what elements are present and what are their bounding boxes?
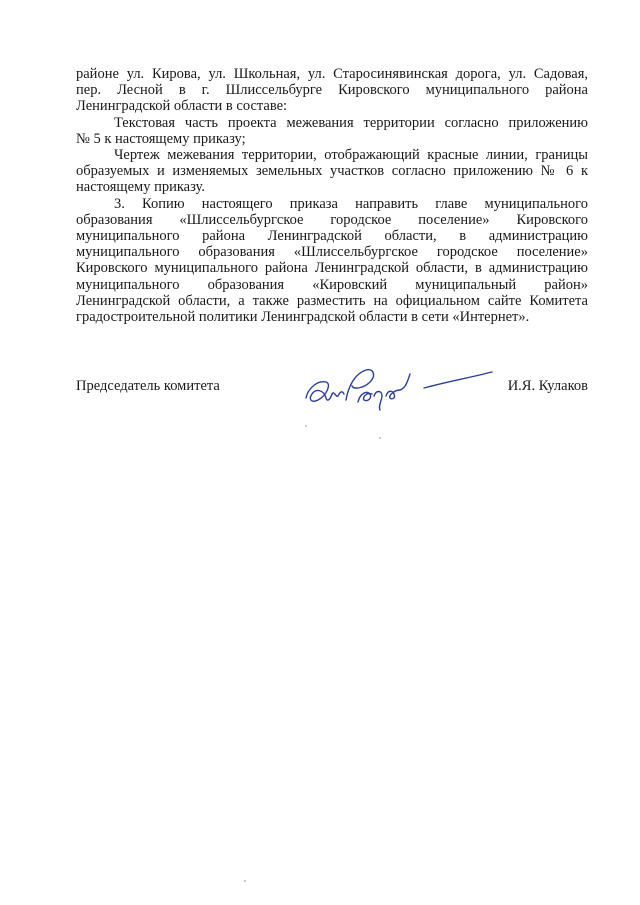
text-line: Кировского муниципального района Ленинградской области, в администрацию	[76, 260, 588, 277]
scan-speck	[305, 425, 307, 427]
paragraph-territory-description	[76, 66, 588, 115]
text-line: Чертеж межевания территории, отображающий красные линии, границы	[114, 147, 588, 164]
text-line: градостроительной политики Ленинградской области в сети «Интернет».	[76, 309, 530, 326]
scan-speck	[244, 880, 246, 882]
text-line: № 5 к настоящему приказу;	[76, 130, 246, 147]
text-line: пер. Лесной в г. Шлиссельбурге Кировского муниципального района	[76, 82, 588, 99]
handwritten-signature-icon	[296, 360, 496, 420]
signer-name: И.Я. Кулаков	[507, 378, 588, 394]
scan-speck	[379, 437, 381, 439]
text-line: 3. Копию настоящего приказа направить главе муниципального	[114, 195, 588, 212]
text-line: Ленинградской области в составе:	[76, 98, 288, 115]
text-line: образования «Шлиссельбургское городское поселение» Кировского	[76, 211, 588, 228]
text-line: районе ул. Кирова, ул. Школьная, ул. Старосинявинская дорога, ул. Садовая,	[76, 66, 588, 82]
text-line: муниципального района Ленинградской области, в администрацию	[76, 228, 588, 245]
document-body	[76, 66, 588, 325]
text-line: Ленинградской области, а также разместить на официальном сайте Комитета	[76, 292, 588, 309]
text-line: муниципального образования «Кировский муниципальный район»	[76, 276, 588, 293]
paragraph-text-part	[76, 115, 588, 147]
text-line: муниципального образования «Шлиссельбургское городское поселение»	[76, 244, 588, 261]
text-line: Текстовая часть проекта межевания территории согласно приложению	[114, 114, 588, 131]
signer-title: Председатель комитета	[76, 378, 220, 394]
paragraph-drawing	[76, 147, 588, 196]
text-line: образуемых и изменяемых земельных участков согласно приложению № 6 к	[76, 163, 588, 180]
paragraph-item-3	[76, 196, 588, 326]
signature-block	[76, 376, 588, 436]
text-line: настоящему приказу.	[76, 179, 205, 196]
